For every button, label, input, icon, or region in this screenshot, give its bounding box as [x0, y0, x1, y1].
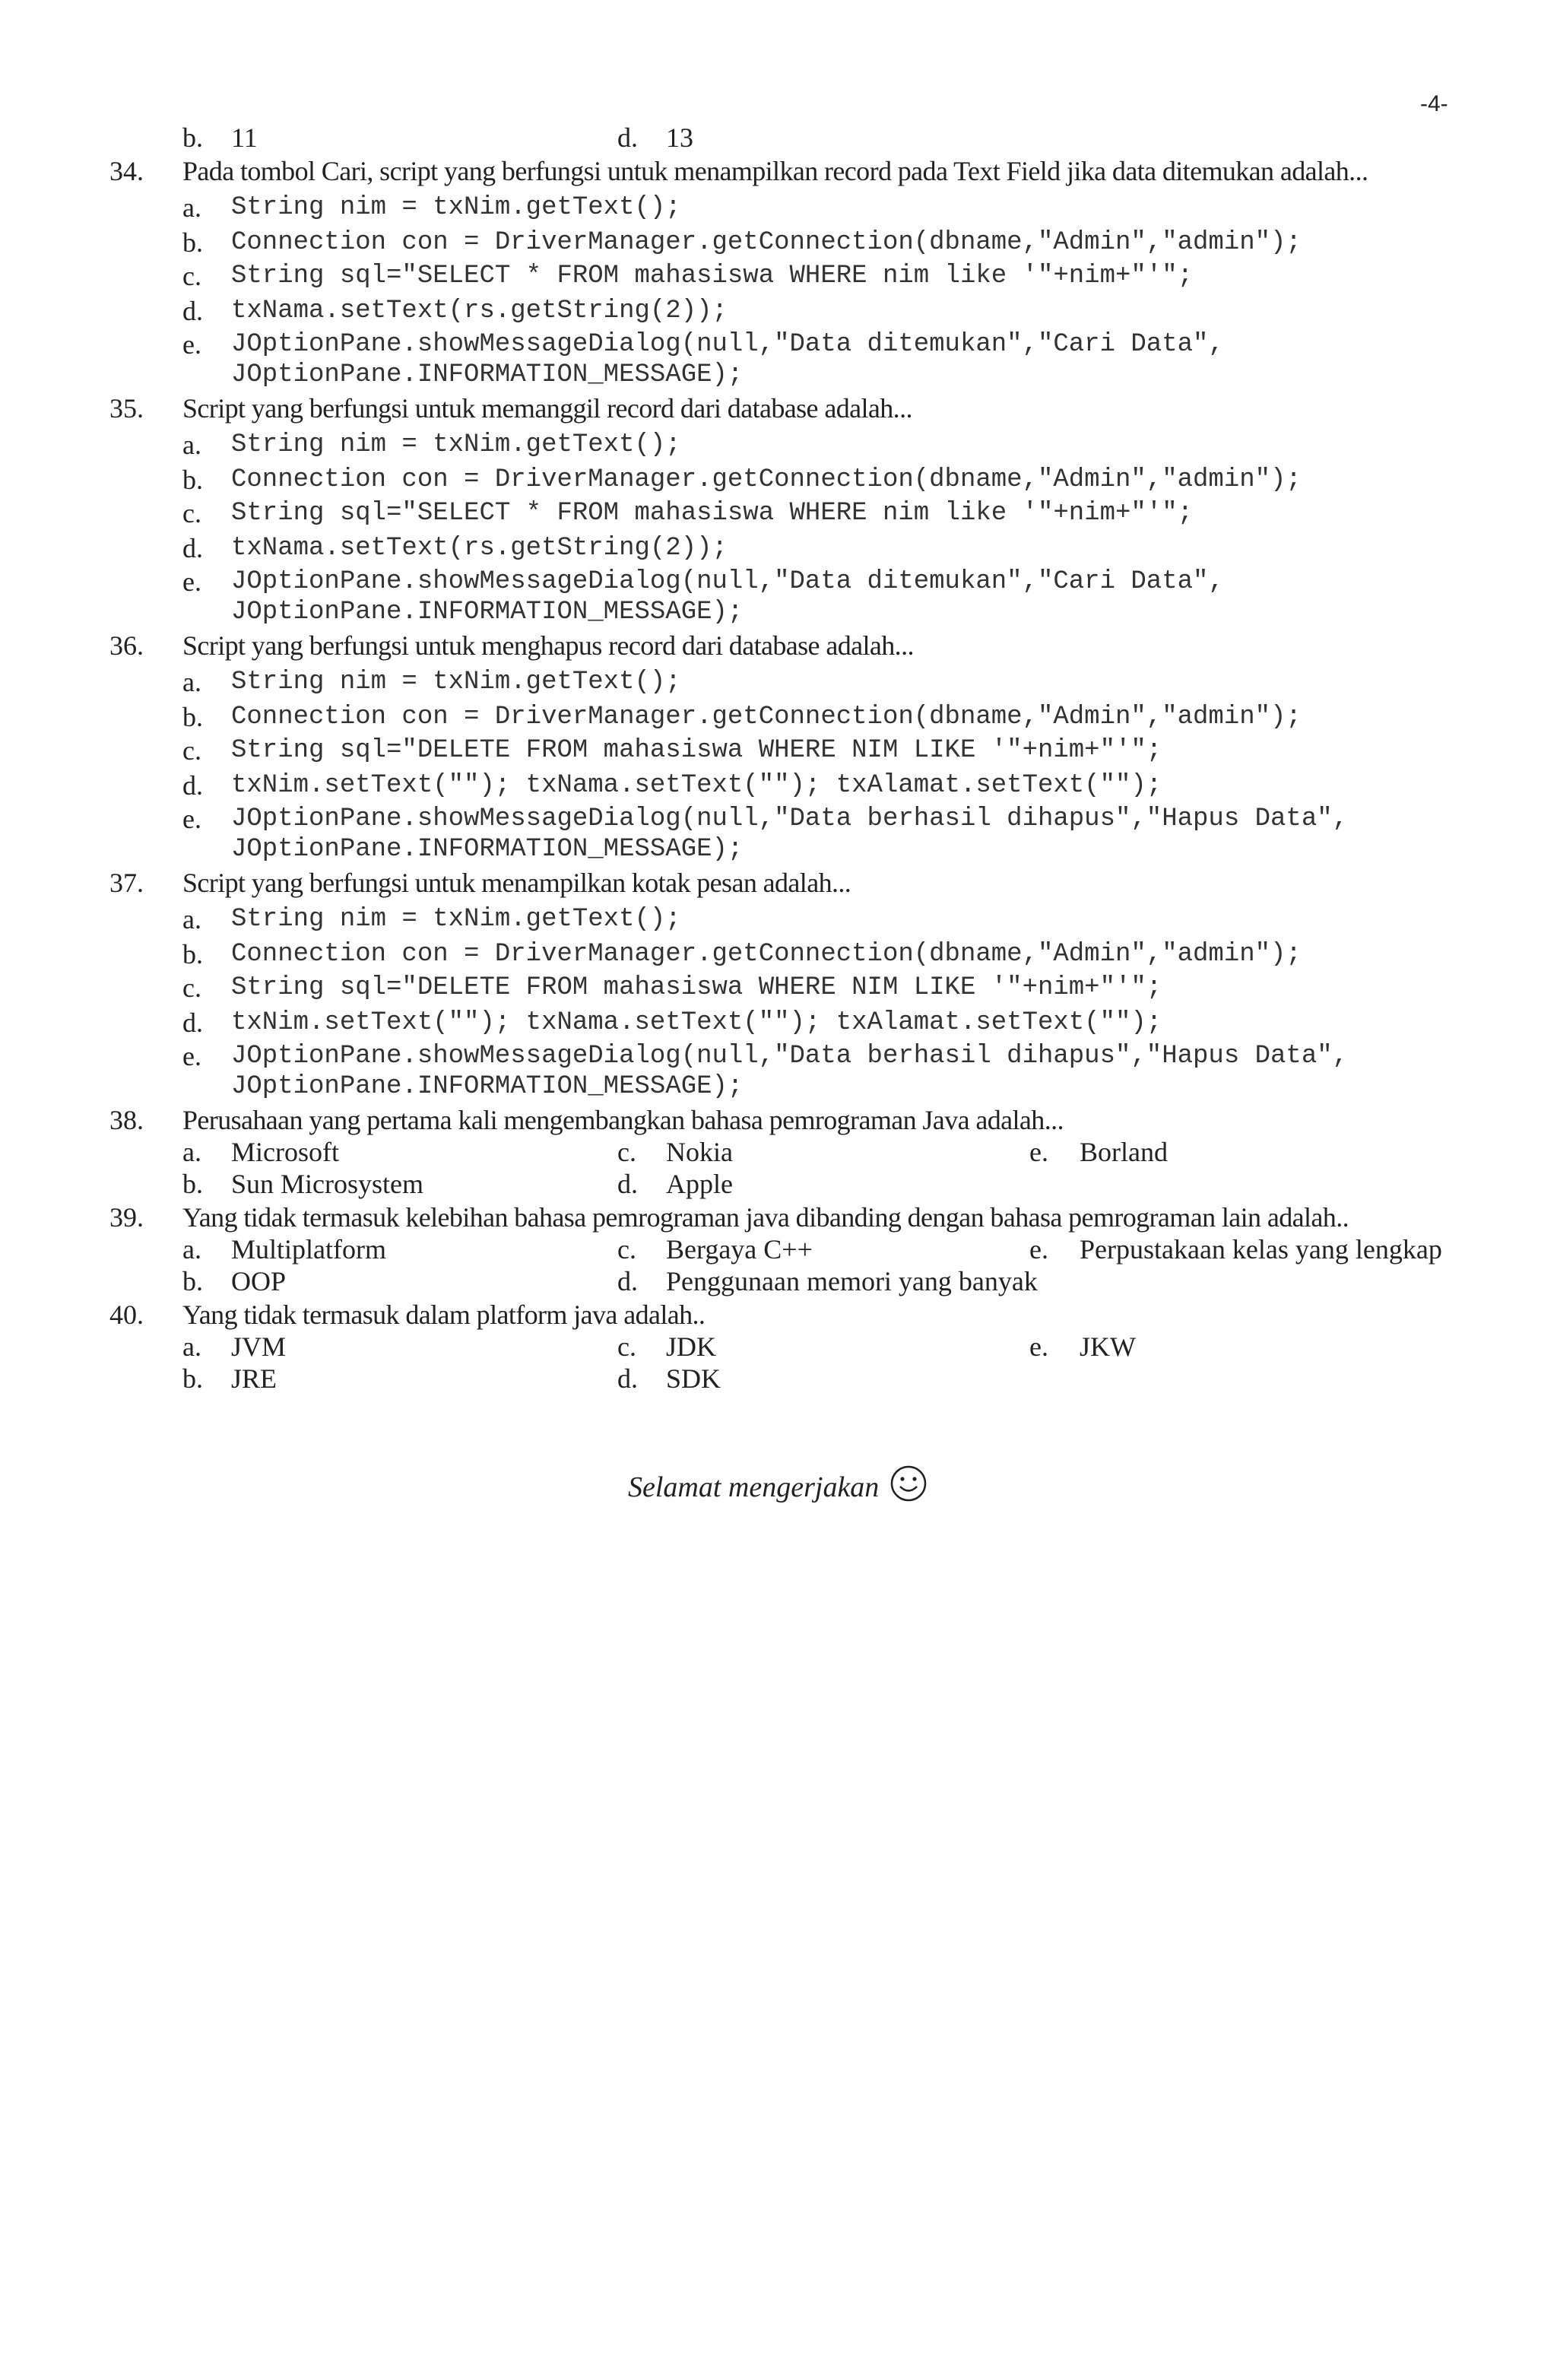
q33-option-d-label: d.: [617, 122, 638, 153]
option-label: a.: [182, 192, 201, 223]
option-label: b.: [182, 1363, 203, 1394]
option-code-line: txNama.setText(rs.getString(2));: [231, 297, 728, 325]
option-label: d.: [182, 296, 203, 326]
option-label: c.: [617, 1331, 636, 1362]
question-number: 38.: [109, 1105, 144, 1135]
option-text: Penggunaan memori yang banyak: [666, 1266, 1038, 1296]
option-code-line: Connection con = DriverManager.getConnection(dbname,"Admin","admin");: [231, 940, 1302, 969]
option-label: c.: [617, 1137, 636, 1167]
option-label: b.: [182, 939, 203, 969]
option-code-line: String nim = txNim.getText();: [231, 430, 681, 459]
option-code-line: String sql="SELECT * FROM mahasiswa WHERE nim like '"+nim+"'";: [231, 262, 1194, 290]
option-label: d.: [617, 1363, 638, 1394]
question-text: Yang tidak termasuk dalam platform java adalah..: [182, 1299, 706, 1330]
option-code-line: String sql="SELECT * FROM mahasiswa WHERE nim like '"+nim+"'";: [231, 499, 1194, 528]
option-label: b.: [182, 702, 203, 732]
option-label: c.: [182, 498, 201, 528]
question-number: 35.: [109, 393, 144, 424]
question-text: Script yang berfungsi untuk memanggil record dari database adalah...: [182, 393, 912, 424]
option-text: Borland: [1080, 1137, 1168, 1167]
closing-message: [628, 1464, 928, 1510]
option-text: OOP: [231, 1266, 287, 1296]
option-code-line: txNim.setText(""); txNama.setText(""); txAlamat.setText("");: [231, 771, 1162, 800]
question-text: Perusahaan yang pertama kali mengembangkan bahasa pemrograman Java adalah...: [182, 1105, 1064, 1135]
option-code-line: JOptionPane.showMessageDialog(null,"Data ditemukan","Cari Data",: [231, 567, 1224, 596]
option-code-line: Connection con = DriverManager.getConnection(dbname,"Admin","admin");: [231, 465, 1302, 494]
option-label: c.: [182, 735, 201, 766]
option-label: a.: [182, 667, 201, 697]
option-text: Sun Microsystem: [231, 1169, 424, 1199]
q33-option-b-text: 11: [231, 122, 258, 153]
option-label: e.: [182, 566, 201, 597]
option-code-line: Connection con = DriverManager.getConnection(dbname,"Admin","admin");: [231, 228, 1302, 257]
option-label: b.: [182, 465, 203, 495]
question-text: Yang tidak termasuk kelebihan bahasa pemrograman java dibanding dengan bahasa pemrograman lain adalah..: [182, 1202, 1349, 1233]
option-label: d.: [617, 1266, 638, 1296]
option-text: Microsoft: [231, 1137, 339, 1167]
option-label: a.: [182, 430, 201, 460]
option-code-line: String nim = txNim.getText();: [231, 193, 681, 222]
option-text: JDK: [666, 1331, 717, 1362]
option-label: d.: [182, 770, 203, 801]
option-text: SDK: [666, 1363, 721, 1394]
option-text: JVM: [231, 1331, 287, 1362]
smiley-icon: [889, 1464, 928, 1510]
option-code-line: JOptionPane.INFORMATION_MESSAGE);: [231, 598, 744, 627]
option-code-line: JOptionPane.INFORMATION_MESSAGE);: [231, 835, 744, 864]
option-code-line: txNim.setText(""); txNama.setText(""); txAlamat.setText("");: [231, 1008, 1162, 1037]
option-label: c.: [182, 973, 201, 1003]
option-code-line: JOptionPane.showMessageDialog(null,"Data ditemukan","Cari Data",: [231, 330, 1224, 359]
option-label: b.: [182, 1266, 203, 1296]
option-code-line: String nim = txNim.getText();: [231, 905, 681, 934]
option-label: b.: [182, 1169, 203, 1199]
option-label: d.: [617, 1169, 638, 1199]
question-text: Script yang berfungsi untuk menghapus record dari database adalah...: [182, 630, 914, 661]
question-text: Pada tombol Cari, script yang berfungsi untuk menampilkan record pada Text Field jika data ditemukan adalah...: [182, 156, 1368, 186]
option-code-line: JOptionPane.INFORMATION_MESSAGE);: [231, 1072, 744, 1101]
option-code-line: JOptionPane.showMessageDialog(null,"Data berhasil dihapus","Hapus Data",: [231, 804, 1349, 833]
option-text: JKW: [1080, 1331, 1136, 1362]
option-label: a.: [182, 904, 201, 935]
option-text: Apple: [666, 1169, 733, 1199]
option-label: e.: [1029, 1137, 1048, 1167]
option-label: e.: [1029, 1234, 1048, 1265]
option-label: e.: [182, 1041, 201, 1071]
option-code-line: String nim = txNim.getText();: [231, 668, 681, 697]
option-code-line: String sql="DELETE FROM mahasiswa WHERE NIM LIKE '"+nim+"'";: [231, 973, 1162, 1002]
closing-text: Selamat mengerjakan: [628, 1471, 880, 1503]
option-label: e.: [1029, 1331, 1048, 1362]
option-label: a.: [182, 1137, 201, 1167]
option-code-line: Connection con = DriverManager.getConnection(dbname,"Admin","admin");: [231, 703, 1302, 731]
option-code-line: txNama.setText(rs.getString(2));: [231, 534, 728, 563]
option-text: Nokia: [666, 1137, 733, 1167]
option-code-line: JOptionPane.showMessageDialog(null,"Data berhasil dihapus","Hapus Data",: [231, 1042, 1349, 1071]
option-code-line: String sql="DELETE FROM mahasiswa WHERE NIM LIKE '"+nim+"'";: [231, 736, 1162, 765]
question-number: 36.: [109, 630, 144, 661]
question-text: Script yang berfungsi untuk menampilkan kotak pesan adalah...: [182, 868, 851, 898]
option-code-line: JOptionPane.INFORMATION_MESSAGE);: [231, 360, 744, 389]
option-text: Multiplatform: [231, 1234, 386, 1265]
q33-option-b-label: b.: [182, 122, 203, 153]
option-text: Bergaya C++: [666, 1234, 813, 1265]
option-label: d.: [182, 1008, 203, 1038]
page-number: -4-: [1420, 91, 1448, 116]
question-number: 40.: [109, 1299, 144, 1330]
option-label: b.: [182, 227, 203, 258]
option-label: a.: [182, 1234, 201, 1265]
option-label: d.: [182, 533, 203, 563]
option-label: e.: [182, 329, 201, 360]
option-text: JRE: [231, 1363, 277, 1394]
option-label: c.: [617, 1234, 636, 1265]
option-label: a.: [182, 1331, 201, 1362]
option-text: Perpustakaan kelas yang lengkap: [1080, 1234, 1442, 1265]
option-label: e.: [182, 804, 201, 834]
option-label: c.: [182, 261, 201, 291]
q33-option-d-text: 13: [666, 122, 693, 153]
question-number: 39.: [109, 1202, 144, 1233]
question-number: 37.: [109, 868, 144, 898]
question-number: 34.: [109, 156, 144, 186]
